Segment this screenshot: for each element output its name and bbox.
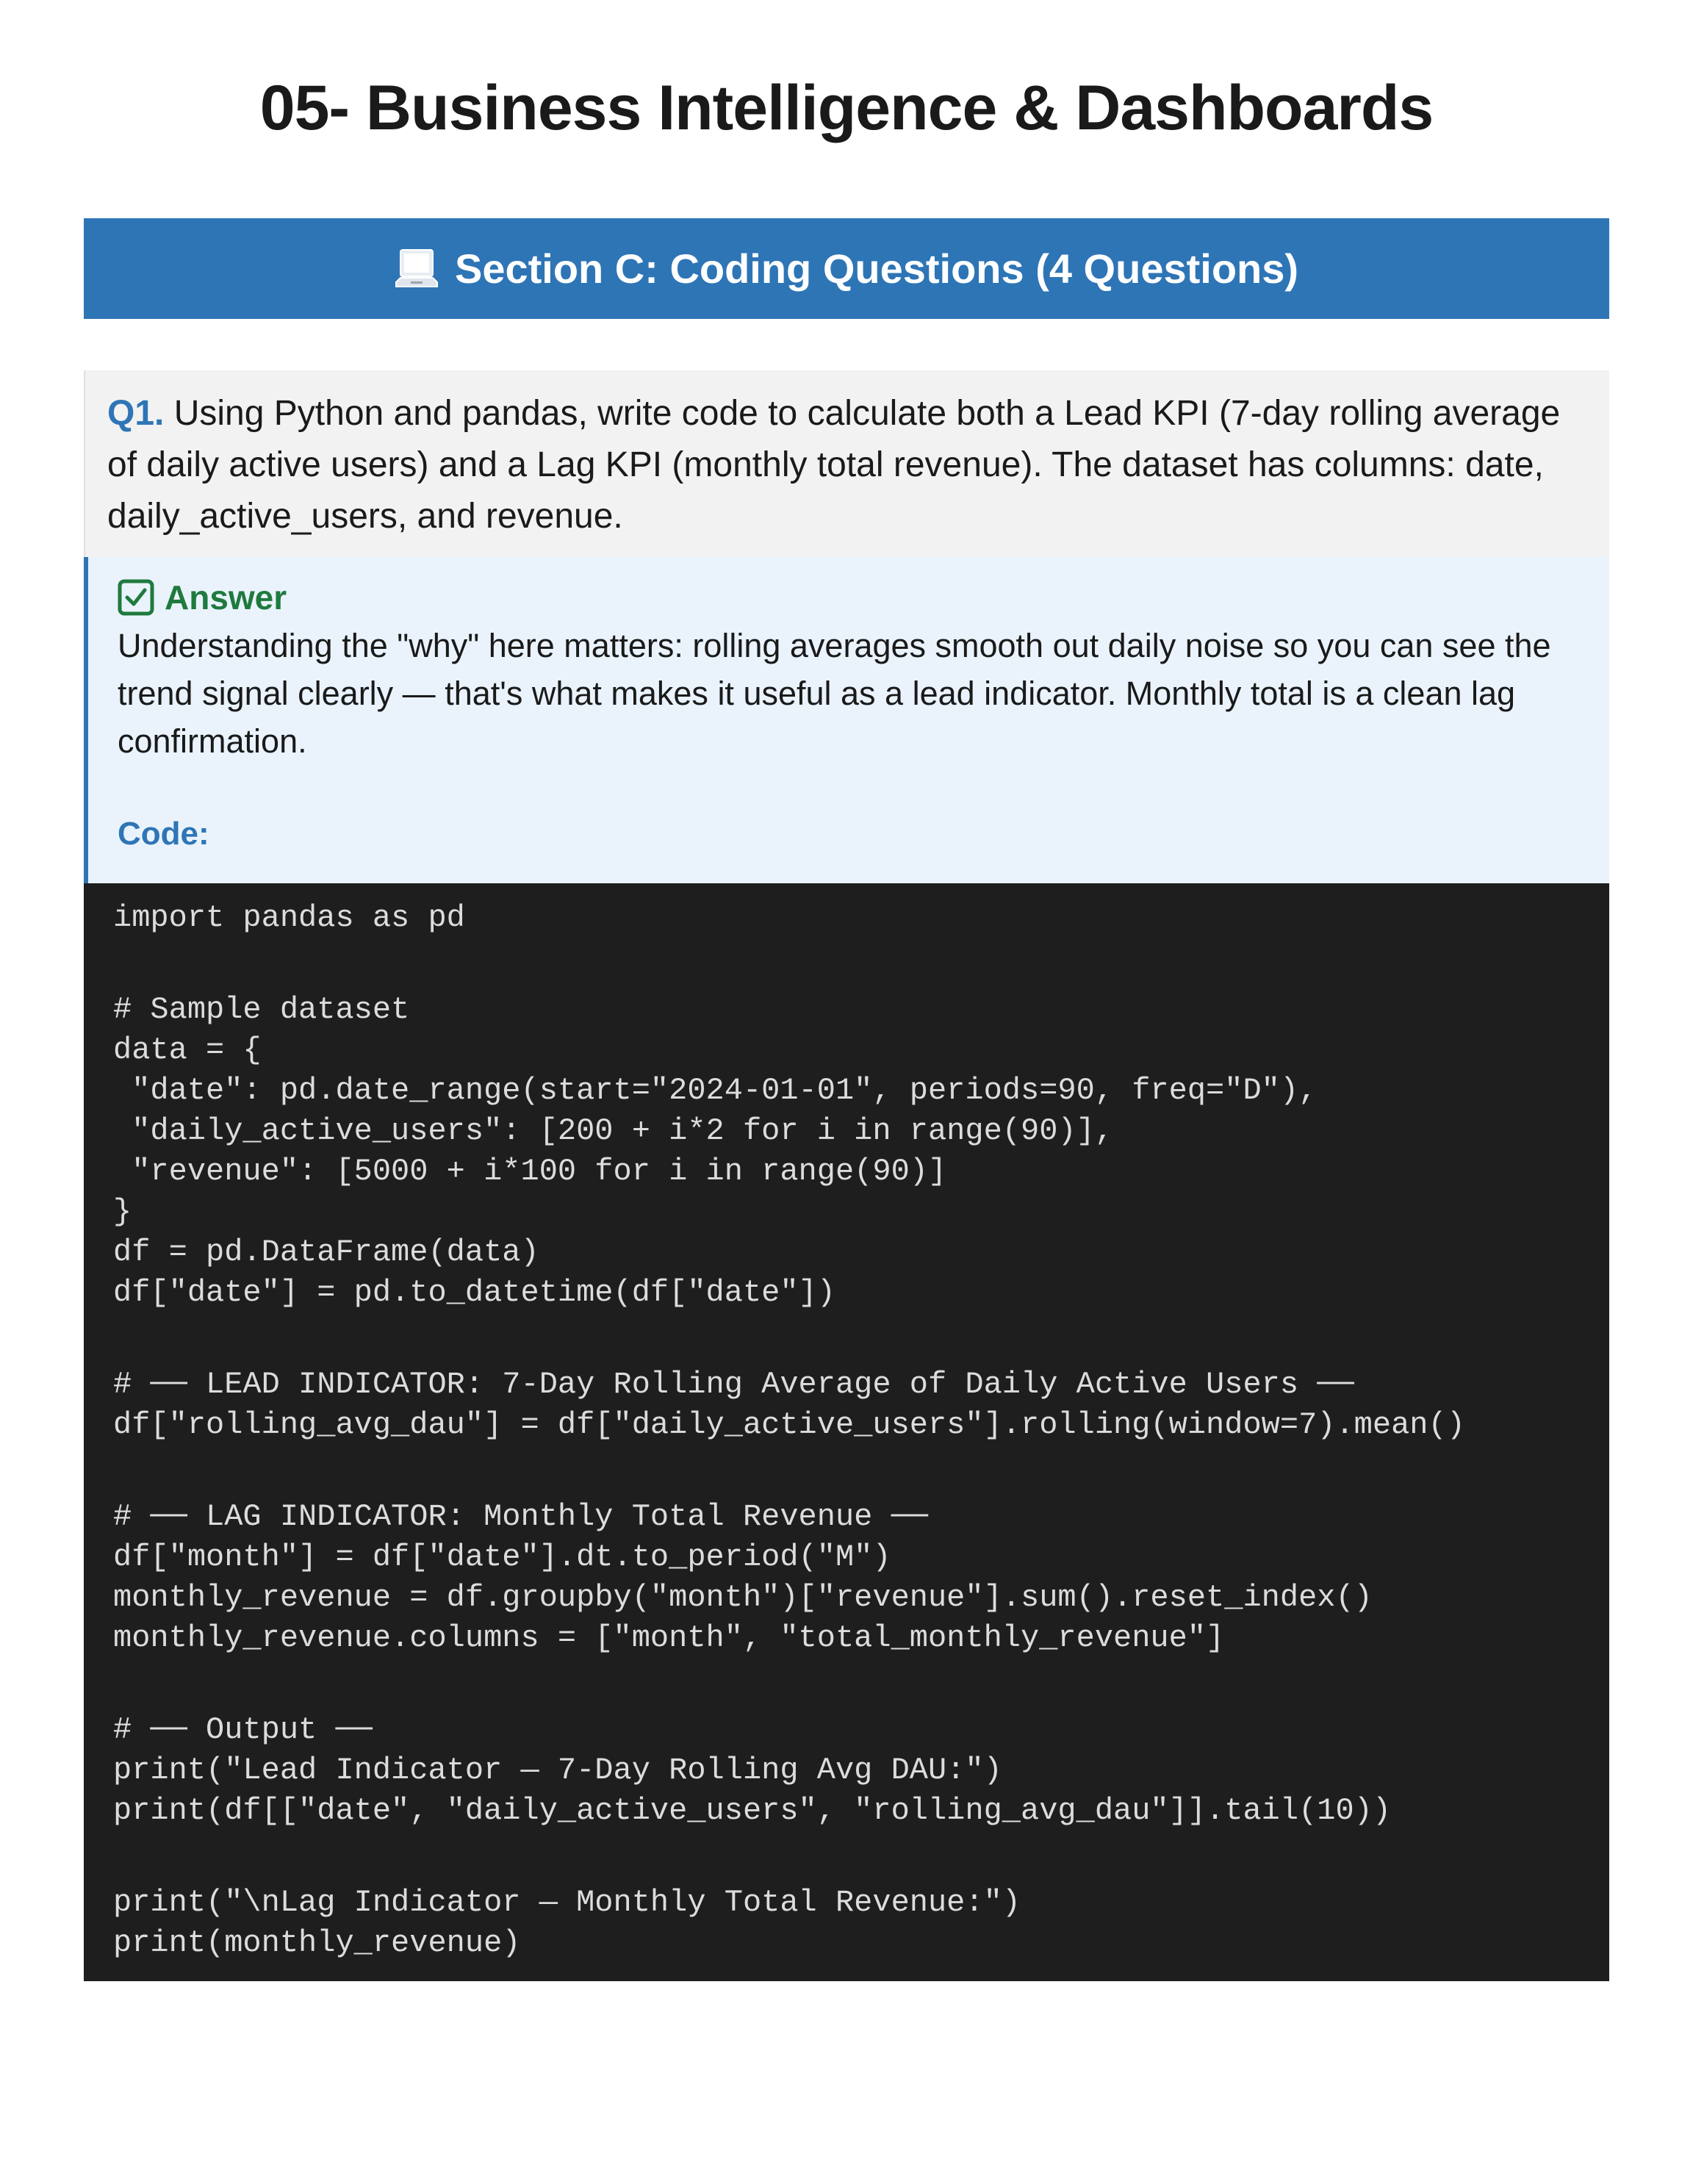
code-line: print(df[["date", "daily_active_users", "rolling_avg_dau"]].tail(10)): [113, 1793, 1392, 1828]
code-line: # ── LEAD INDICATOR: 7-Day Rolling Average of Daily Active Users ──: [113, 1367, 1354, 1402]
answer-heading-label: Answer: [165, 578, 287, 617]
code-line: print("\nLag Indicator — Monthly Total Revenue:"): [113, 1885, 1021, 1920]
code-line: [113, 938, 1580, 990]
code-line: [113, 1831, 1580, 1883]
code-line: monthly_revenue = df.groupby("month")["revenue"].sum().reset_index(): [113, 1580, 1373, 1615]
code-line: # ── Output ──: [113, 1712, 373, 1747]
section-banner: [84, 218, 1609, 319]
code-line: df["month"] = df["date"].dt.to_period("M"): [113, 1540, 891, 1575]
code-line: print("Lead Indicator — 7-Day Rolling Avg DAU:"): [113, 1753, 1002, 1788]
code-line: [113, 1659, 1580, 1710]
page-title: 05- Business Intelligence & Dashboards: [259, 73, 1434, 143]
answer-box: [84, 557, 1609, 883]
code-line: [113, 1313, 1580, 1365]
check-square-icon: [118, 578, 154, 617]
question-text: Using Python and pandas, write code to calculate both a Lead KPI (7-day rolling average of daily active users) and a Lag KPI (monthly total revenue). The dataset has columns: date, daily_active_users, and revenue.: [107, 394, 1561, 536]
code-line: print(monthly_revenue): [113, 1925, 521, 1961]
code-line: df["rolling_avg_dau"] = df["daily_active_users"].rolling(window=7).mean(): [113, 1407, 1465, 1443]
code-line: }: [113, 1194, 132, 1229]
code-block: [84, 883, 1609, 1981]
section-title: Section C: Coding Questions (4 Questions): [454, 245, 1299, 292]
code-label: Code:: [118, 816, 209, 852]
code-line: import pandas as pd: [113, 900, 465, 935]
code-line: monthly_revenue.columns = ["month", "total_monthly_revenue"]: [113, 1620, 1225, 1656]
code-line: "revenue": [5000 + i*100 for i in range(90)]: [113, 1154, 947, 1189]
question-box: [84, 370, 1609, 557]
code-line: "date": pd.date_range(start="2024-01-01", periods=90, freq="D"),: [113, 1073, 1318, 1108]
code-line: [113, 1445, 1580, 1497]
code-line: # Sample dataset: [113, 992, 410, 1027]
answer-text: Understanding the "why" here matters: rolling averages smooth out daily noise so you can see the trend signal clearly — that's what makes it useful as a lead indicator. Monthly total is a clean lag confirmation.: [118, 627, 1551, 760]
code-line: # ── LAG INDICATOR: Monthly Total Revenue ──: [113, 1499, 928, 1534]
code-line: "daily_active_users": [200 + i*2 for i in range(90)],: [113, 1113, 1114, 1149]
code-line: df["date"] = pd.to_datetime(df["date"]): [113, 1275, 835, 1310]
answer-heading: [118, 573, 1580, 622]
code-line: df = pd.DataFrame(data): [113, 1235, 539, 1270]
code-line: data = {: [113, 1032, 262, 1068]
laptop-icon: [395, 245, 439, 292]
question-number: Q1.: [107, 394, 165, 433]
